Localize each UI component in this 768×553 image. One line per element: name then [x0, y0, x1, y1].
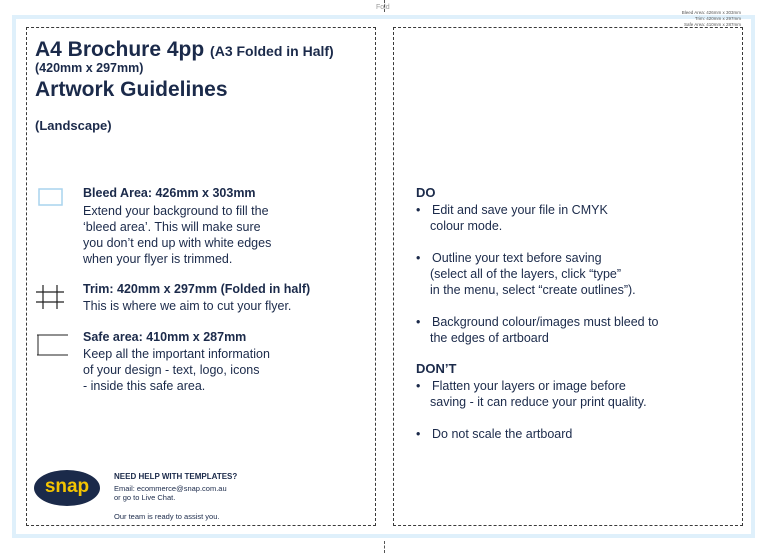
do-item-line: in the menu, select “create outlines”).: [430, 283, 636, 297]
title-suffix: (A3 Folded in Half): [210, 43, 334, 59]
help-live-chat[interactable]: or go to Live Chat.: [114, 493, 176, 502]
help-title: NEED HELP WITH TEMPLATES?: [114, 472, 238, 481]
dont-item: • Flatten your layers or image before saving - it can reduce your print quality.: [416, 379, 647, 409]
snap-logo: snap: [34, 470, 100, 506]
dont-item-line: saving - it can reduce your print quality.: [430, 395, 647, 409]
do-item: • Background colour/images must bleed to the edges of artboard: [416, 315, 659, 345]
help-assist-text: Our team is ready to assist you.: [114, 512, 220, 521]
do-item-line: Edit and save your file in CMYK: [432, 203, 608, 217]
fold-mark-bottom: [384, 541, 385, 553]
fold-mark-top: [384, 0, 385, 12]
spec-legend: [682, 10, 741, 28]
do-item-line: colour mode.: [430, 219, 503, 233]
do-item-line: the edges of artboard: [430, 331, 549, 345]
page-title: [35, 38, 334, 62]
bleed-guide-title: Bleed Area: 426mm x 303mm: [83, 186, 256, 200]
do-heading: DO: [416, 185, 436, 200]
do-item-line: Outline your text before saving: [432, 251, 602, 265]
spec-safe: Safe Area: 410mm x 287mm: [683, 22, 741, 27]
do-item-line: (select all of the layers, click “type”: [430, 267, 622, 281]
dont-item-line: Flatten your layers or image before: [432, 379, 626, 393]
title-dimensions: (420mm x 297mm): [35, 61, 144, 75]
spec-bleed: Bleed Area: 426mm x 303mm: [681, 10, 741, 15]
trim-guide-title: Trim: 420mm x 297mm (Folded in half): [83, 282, 311, 296]
bleed-guide-text: Extend your background to fill the ‘bleed area’. This will make sure you don’t end up with white edges when your flyer is trimmed.: [83, 204, 272, 266]
do-item-line: Background colour/images must bleed to: [432, 315, 659, 329]
title-main: A4 Brochure 4pp: [35, 38, 205, 61]
orientation-label: (Landscape): [35, 118, 112, 133]
dont-item-line: Do not scale the artboard: [432, 427, 573, 441]
dont-item: • Do not scale the artboard: [416, 427, 573, 441]
trim-guide-text: This is where we aim to cut your flyer.: [83, 299, 292, 313]
safe-guide-text: Keep all the important information of your design - text, logo, icons - inside this safe area.: [83, 347, 270, 393]
page-subtitle: Artwork Guidelines: [35, 78, 228, 101]
do-item: • Edit and save your file in CMYK colour mode.: [416, 203, 608, 233]
spec-trim: Trim: 420mm x 297mm: [694, 16, 741, 21]
safe-area-icon: [36, 333, 70, 359]
safe-guide-title: Safe area: 410mm x 287mm: [83, 330, 247, 344]
help-email[interactable]: Email: ecommerce@snap.com.au: [114, 484, 227, 493]
dont-heading: DON’T: [416, 361, 457, 376]
bleed-box-icon: [38, 188, 64, 208]
do-item: • Outline your text before saving (select all of the layers, click “type” in the menu, select “create outlines”).: [416, 251, 636, 297]
trim-marks-icon: [36, 285, 66, 309]
fold-label: Fold: [376, 4, 390, 11]
